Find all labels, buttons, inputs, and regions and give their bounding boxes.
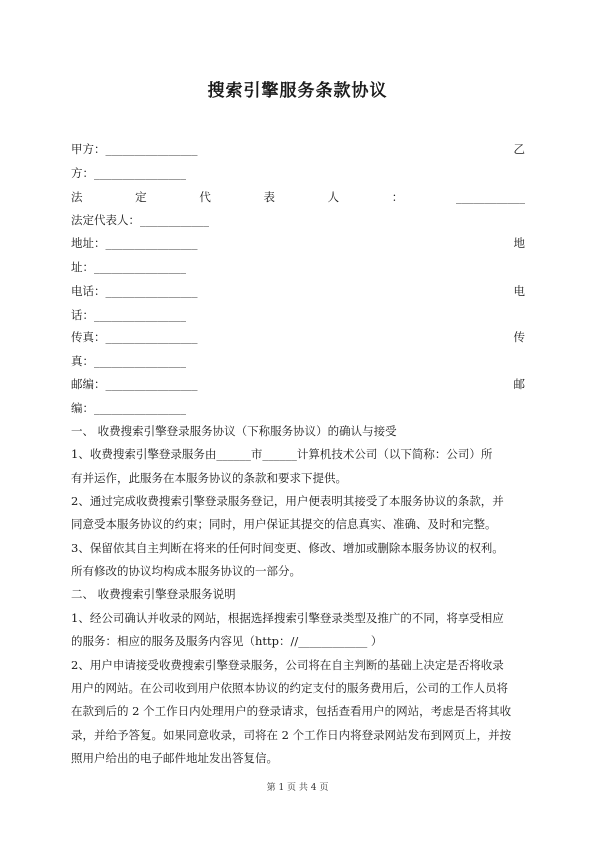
s2-para-2-line-5: 照用户给出的电子邮件地址发出答复信。 [71, 751, 278, 765]
fax-line [71, 329, 525, 345]
s1-para-2-line-2: 同意受本服务协议的约束；同时，用户保证其提交的信息真实、准确、及时和完整。 [71, 517, 497, 531]
phone-right-char: 电 [513, 284, 525, 298]
postcode-blank: ________________ [105, 377, 198, 391]
postcode-label: 邮编： [71, 377, 106, 391]
legal-rep-line-2: 法定代表人：____________ [71, 213, 209, 227]
address-line [71, 235, 525, 251]
postcode-line [71, 376, 525, 392]
fax-line-2: 真：________________ [71, 354, 186, 368]
section-2-heading: 二、 收费搜索引擎登录服务说明 [71, 587, 236, 601]
postcode-line-2: 编：________________ [71, 401, 186, 415]
rep-char-4: 表 [263, 190, 275, 204]
fax-blank: ________________ [105, 330, 198, 344]
party-a-line [71, 141, 525, 157]
address-line-2: 址：________________ [71, 260, 186, 274]
rep-char-5: 人 [327, 190, 340, 204]
party-b-blank: ________________ [94, 166, 186, 180]
s1-para-3-line-1: 3、保留依其自主判断在将来的任何时间变更、修改、增加或删除本服务协议的权利。 [71, 541, 504, 555]
s2-para-2-line-2: 用户的网站。在公司收到用户依照本协议的约定支付的服务费用后，公司的工作人员将 [71, 681, 508, 695]
phone-label: 电话： [71, 284, 106, 298]
rep-char-1: 法 [71, 190, 83, 204]
s2-para-2-line-1: 2、用户申请接受收费搜索引擎登录服务，公司将在自主判断的基础上决定是否将收录 [71, 658, 504, 672]
s2-para-1-line-1: 1、经公司确认并收录的网站，根据选择搜索引擎登录类型及推广的不同，将享受相应 [71, 611, 504, 625]
phone-line-2: 话：________________ [71, 308, 186, 322]
party-a-label: 甲方： [71, 142, 106, 156]
document-title: 搜索引擎服务条款协议 [207, 81, 388, 101]
s2-para-2-line-3: 在款到后的 2 个工作日内处理用户的登录请求，包括查看用户的网站，考虑是否将其收 [71, 704, 512, 718]
section-1-heading: 一、 收费搜索引擎登录服务协议（下称服务协议）的确认与接受 [71, 424, 397, 438]
legal-rep-line [71, 189, 525, 205]
address-label: 地址： [71, 236, 106, 250]
fax-right-char: 传 [513, 330, 525, 344]
address-blank: ________________ [105, 236, 198, 250]
s1-para-1-line-1: 1、收费搜索引擎登录服务由______市______计算机技术公司（以下简称：公司）所 [71, 447, 493, 461]
rep-blank: ____________ [455, 190, 525, 204]
party-b-label: 方： [71, 166, 94, 180]
rep-char-3: 代 [199, 190, 211, 204]
party-b-line [71, 165, 525, 181]
rep-char-6: ： [391, 190, 404, 204]
page-number-footer: 第 1 页 共 4 页 [266, 783, 329, 793]
s1-para-2-line-1: 2、通过完成收费搜索引擎登录服务登记，用户便表明其接受了本服务协议的条款，并 [71, 494, 504, 508]
postcode-right-char: 邮 [513, 377, 525, 391]
phone-blank: ________________ [105, 284, 198, 298]
phone-line [71, 283, 525, 299]
s2-para-2-line-4: 录，并给予答复。如果同意收录，司将在 2 个工作日内将登录网站发布到网页上，并按 [71, 728, 512, 742]
rep-char-2: 定 [135, 190, 147, 204]
party-b-char: 乙 [513, 142, 525, 156]
s2-para-1-line-2: 的服务：相应的服务及服务内容见（http：//____________ ） [71, 634, 383, 648]
s1-para-1-line-2: 有并运作，此服务在本服务协议的条款和要求下提供。 [71, 471, 347, 485]
address-right-char: 地 [513, 236, 525, 250]
party-a-blank: ________________ [105, 142, 198, 156]
fax-label: 传真： [71, 330, 106, 344]
s1-para-3-line-2: 所有修改的协议均构成本服务协议的一部分。 [71, 564, 301, 578]
